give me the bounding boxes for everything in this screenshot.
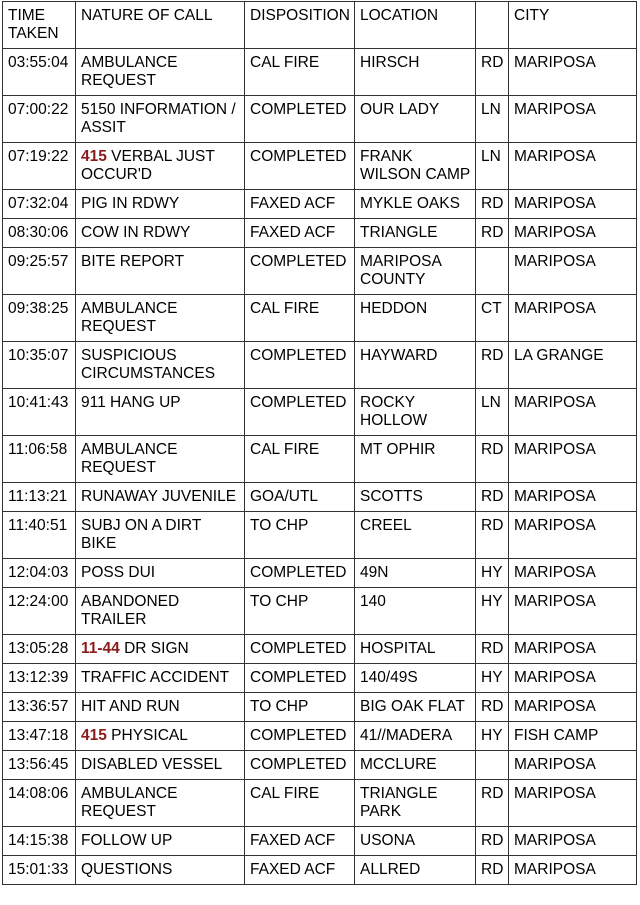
cell-location: HAYWARD xyxy=(355,342,476,389)
cell-city: MARIPOSA xyxy=(509,143,637,190)
cell-disposition: COMPLETED xyxy=(245,722,355,751)
cell-disposition: COMPLETED xyxy=(245,559,355,588)
table-row xyxy=(3,827,637,856)
cell-time: 14:08:06 xyxy=(3,780,76,827)
cell-time: 13:05:28 xyxy=(3,635,76,664)
cell-suffix: RD xyxy=(476,856,509,885)
call-nature-text: QUESTIONS xyxy=(81,861,173,878)
cell-city: MARIPOSA xyxy=(509,389,637,436)
cell-suffix: LN xyxy=(476,389,509,436)
cell-city: MARIPOSA xyxy=(509,483,637,512)
header-row xyxy=(3,2,637,49)
header-disposition: DISPOSITION xyxy=(245,2,355,49)
cell-disposition: FAXED ACF xyxy=(245,219,355,248)
cell-location: MYKLE OAKS xyxy=(355,190,476,219)
table-row xyxy=(3,49,637,96)
table-row xyxy=(3,693,637,722)
cell-suffix: RD xyxy=(476,635,509,664)
cell-nature xyxy=(76,295,245,342)
cell-time: 11:06:58 xyxy=(3,436,76,483)
cell-disposition: COMPLETED xyxy=(245,389,355,436)
table-row xyxy=(3,248,637,295)
call-nature-text: COW IN RDWY xyxy=(81,224,191,241)
cell-time: 10:41:43 xyxy=(3,389,76,436)
cell-time: 07:32:04 xyxy=(3,190,76,219)
cell-city: MARIPOSA xyxy=(509,219,637,248)
call-log-table xyxy=(2,1,637,885)
table-row xyxy=(3,722,637,751)
cell-location: SCOTTS xyxy=(355,483,476,512)
cell-city: FISH CAMP xyxy=(509,722,637,751)
cell-city: MARIPOSA xyxy=(509,248,637,295)
cell-nature xyxy=(76,483,245,512)
cell-suffix: HY xyxy=(476,588,509,635)
cell-nature xyxy=(76,512,245,559)
cell-suffix: RD xyxy=(476,219,509,248)
cell-disposition: CAL FIRE xyxy=(245,295,355,342)
cell-nature xyxy=(76,389,245,436)
cell-nature xyxy=(76,436,245,483)
cell-city: MARIPOSA xyxy=(509,436,637,483)
call-nature-text: POSS DUI xyxy=(81,564,156,581)
cell-disposition: COMPLETED xyxy=(245,342,355,389)
table-row xyxy=(3,143,637,190)
cell-nature xyxy=(76,588,245,635)
cell-suffix: RD xyxy=(476,190,509,219)
cell-time: 13:47:18 xyxy=(3,722,76,751)
cell-disposition: COMPLETED xyxy=(245,96,355,143)
cell-disposition: FAXED ACF xyxy=(245,827,355,856)
cell-nature xyxy=(76,664,245,693)
header-suffix xyxy=(476,2,509,49)
cell-city: MARIPOSA xyxy=(509,49,637,96)
call-nature-text: DISABLED VESSEL xyxy=(81,756,223,773)
cell-disposition: CAL FIRE xyxy=(245,49,355,96)
cell-disposition: CAL FIRE xyxy=(245,436,355,483)
header-city: CITY xyxy=(509,2,637,49)
table-row xyxy=(3,664,637,693)
call-nature-text: PIG IN RDWY xyxy=(81,195,180,212)
cell-nature xyxy=(76,143,245,190)
cell-nature xyxy=(76,342,245,389)
cell-location: OUR LADY xyxy=(355,96,476,143)
cell-time: 09:38:25 xyxy=(3,295,76,342)
cell-nature xyxy=(76,248,245,295)
cell-disposition: COMPLETED xyxy=(245,143,355,190)
cell-city: MARIPOSA xyxy=(509,693,637,722)
cell-city: MARIPOSA xyxy=(509,856,637,885)
cell-suffix: CT xyxy=(476,295,509,342)
cell-disposition: COMPLETED xyxy=(245,664,355,693)
cell-city: MARIPOSA xyxy=(509,588,637,635)
cell-nature xyxy=(76,49,245,96)
cell-location: MARIPOSA COUNTY xyxy=(355,248,476,295)
cell-nature xyxy=(76,693,245,722)
cell-city: MARIPOSA xyxy=(509,664,637,693)
cell-suffix xyxy=(476,751,509,780)
cell-disposition: GOA/UTL xyxy=(245,483,355,512)
cell-location: HEDDON xyxy=(355,295,476,342)
table-row xyxy=(3,190,637,219)
cell-location: 140 xyxy=(355,588,476,635)
cell-disposition: CAL FIRE xyxy=(245,780,355,827)
cell-suffix: RD xyxy=(476,780,509,827)
cell-disposition: TO CHP xyxy=(245,693,355,722)
cell-location: TRIANGLE xyxy=(355,219,476,248)
call-nature-text: AMBULANCE REQUEST xyxy=(81,441,182,476)
table-row xyxy=(3,389,637,436)
cell-location: 41//MADERA xyxy=(355,722,476,751)
cell-location: BIG OAK FLAT xyxy=(355,693,476,722)
cell-city: MARIPOSA xyxy=(509,827,637,856)
call-code: 415 xyxy=(81,727,107,744)
cell-time: 12:04:03 xyxy=(3,559,76,588)
cell-disposition: TO CHP xyxy=(245,512,355,559)
table-row xyxy=(3,559,637,588)
cell-nature xyxy=(76,190,245,219)
call-nature-text: BITE REPORT xyxy=(81,253,185,270)
cell-suffix: RD xyxy=(476,436,509,483)
cell-location: 49N xyxy=(355,559,476,588)
call-nature-text: RUNAWAY JUVENILE xyxy=(81,488,237,505)
call-nature-text: TRAFFIC ACCIDENT xyxy=(81,669,230,686)
cell-location: 140/49S xyxy=(355,664,476,693)
cell-location: TRIANGLE PARK xyxy=(355,780,476,827)
cell-city: MARIPOSA xyxy=(509,190,637,219)
cell-nature xyxy=(76,219,245,248)
cell-city: MARIPOSA xyxy=(509,559,637,588)
cell-time: 15:01:33 xyxy=(3,856,76,885)
cell-city: MARIPOSA xyxy=(509,780,637,827)
cell-location: FRANK WILSON CAMP xyxy=(355,143,476,190)
cell-time: 13:56:45 xyxy=(3,751,76,780)
cell-time: 09:25:57 xyxy=(3,248,76,295)
call-nature-text: AMBULANCE REQUEST xyxy=(81,54,182,89)
cell-nature xyxy=(76,751,245,780)
table-row xyxy=(3,219,637,248)
call-nature-text: SUSPICIOUS CIRCUMSTANCES xyxy=(81,347,216,382)
call-nature-text: SUBJ ON A DIRT BIKE xyxy=(81,517,206,552)
cell-time: 07:19:22 xyxy=(3,143,76,190)
cell-suffix: LN xyxy=(476,96,509,143)
call-nature-text: 5150 INFORMATION / ASSIT xyxy=(81,101,240,136)
cell-disposition: FAXED ACF xyxy=(245,190,355,219)
cell-city: MARIPOSA xyxy=(509,635,637,664)
call-nature-text: AMBULANCE REQUEST xyxy=(81,785,182,820)
cell-location: HIRSCH xyxy=(355,49,476,96)
cell-suffix: RD xyxy=(476,342,509,389)
cell-suffix: RD xyxy=(476,693,509,722)
cell-suffix: HY xyxy=(476,722,509,751)
call-nature-text: AMBULANCE REQUEST xyxy=(81,300,182,335)
cell-nature xyxy=(76,722,245,751)
cell-suffix: RD xyxy=(476,827,509,856)
cell-time: 10:35:07 xyxy=(3,342,76,389)
cell-nature xyxy=(76,96,245,143)
cell-disposition: FAXED ACF xyxy=(245,856,355,885)
cell-city: MARIPOSA xyxy=(509,751,637,780)
table-row xyxy=(3,295,637,342)
cell-time: 11:40:51 xyxy=(3,512,76,559)
call-nature-text: VERBAL JUST OCCUR'D xyxy=(81,148,219,183)
cell-disposition: COMPLETED xyxy=(245,751,355,780)
table-row xyxy=(3,588,637,635)
header-nature-of-call: NATURE OF CALL xyxy=(76,2,245,49)
header-location: LOCATION xyxy=(355,2,476,49)
cell-city: MARIPOSA xyxy=(509,295,637,342)
cell-nature xyxy=(76,635,245,664)
call-nature-text: FOLLOW UP xyxy=(81,832,173,849)
cell-suffix: RD xyxy=(476,512,509,559)
table-row xyxy=(3,751,637,780)
cell-suffix: RD xyxy=(476,49,509,96)
cell-city: MARIPOSA xyxy=(509,512,637,559)
cell-location: USONA xyxy=(355,827,476,856)
cell-location: MT OPHIR xyxy=(355,436,476,483)
call-nature-text: PHYSICAL xyxy=(106,727,188,744)
call-nature-text: ABANDONED TRAILER xyxy=(81,593,184,628)
cell-disposition: COMPLETED xyxy=(245,248,355,295)
cell-time: 14:15:38 xyxy=(3,827,76,856)
cell-location: CREEL xyxy=(355,512,476,559)
cell-city: MARIPOSA xyxy=(509,96,637,143)
cell-time: 12:24:00 xyxy=(3,588,76,635)
call-nature-text: DR SIGN xyxy=(119,640,189,657)
table-row xyxy=(3,483,637,512)
cell-location: ALLRED xyxy=(355,856,476,885)
call-code: 415 xyxy=(81,148,107,165)
cell-location: HOSPITAL xyxy=(355,635,476,664)
table-row xyxy=(3,436,637,483)
cell-nature xyxy=(76,780,245,827)
cell-suffix: LN xyxy=(476,143,509,190)
cell-time: 13:12:39 xyxy=(3,664,76,693)
table-row xyxy=(3,635,637,664)
cell-time: 07:00:22 xyxy=(3,96,76,143)
cell-nature xyxy=(76,856,245,885)
call-nature-text: HIT AND RUN xyxy=(81,698,180,715)
table-row xyxy=(3,96,637,143)
cell-location: MCCLURE xyxy=(355,751,476,780)
cell-time: 08:30:06 xyxy=(3,219,76,248)
cell-time: 03:55:04 xyxy=(3,49,76,96)
cell-city: LA GRANGE xyxy=(509,342,637,389)
cell-nature xyxy=(76,827,245,856)
cell-suffix: HY xyxy=(476,559,509,588)
cell-suffix xyxy=(476,248,509,295)
header-time-taken: TIME TAKEN xyxy=(3,2,76,49)
cell-disposition: COMPLETED xyxy=(245,635,355,664)
table-row xyxy=(3,780,637,827)
cell-suffix: RD xyxy=(476,483,509,512)
table-row xyxy=(3,342,637,389)
cell-disposition: TO CHP xyxy=(245,588,355,635)
cell-time: 13:36:57 xyxy=(3,693,76,722)
call-nature-text: 911 HANG UP xyxy=(81,394,181,411)
cell-location: ROCKY HOLLOW xyxy=(355,389,476,436)
cell-suffix: HY xyxy=(476,664,509,693)
call-code: 11-44 xyxy=(81,640,120,657)
cell-nature xyxy=(76,559,245,588)
cell-time: 11:13:21 xyxy=(3,483,76,512)
table-row xyxy=(3,512,637,559)
table-row xyxy=(3,856,637,885)
